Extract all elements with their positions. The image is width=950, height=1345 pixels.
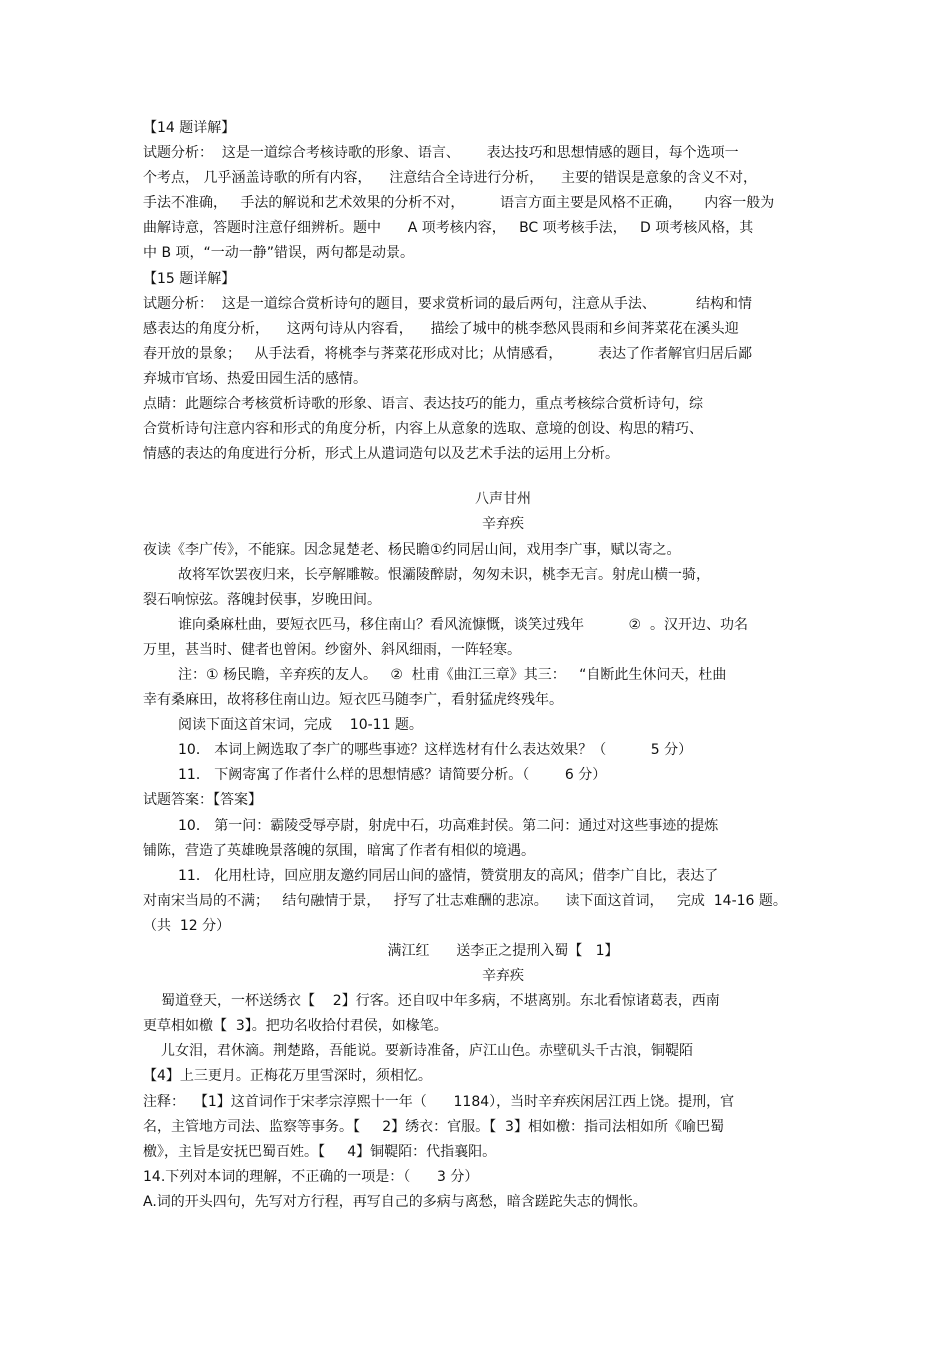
note-line: 幸有桑麻田，故将移住南山边。短衣匹马随李广，看射猛虎终残年。 bbox=[143, 692, 563, 709]
text-line: 弃城市官场、热爱田园生活的感情。 bbox=[143, 370, 367, 387]
document-page bbox=[143, 116, 823, 1215]
section-gap bbox=[143, 467, 823, 487]
note-line: 注释： 【1】这首词作于宋孝宗淳熙十一年（ 1184），当时辛弃疾闲居江西上饶。提刑，官 bbox=[143, 1093, 735, 1110]
poem-line: 儿女泪，君休滴。荆楚路，吾能说。要新诗准备，庐江山色。赤壁矶头千古浪，铜鞮陌 bbox=[161, 1043, 693, 1060]
text-line: 春开放的景象； 从手法看，将桃李与荠菜花形成对比；从情感看， 表达了作者解官归居后鄙 bbox=[143, 345, 752, 362]
poem-line: 谁向桑麻杜曲，要短衣匹马，移住南山？看风流慷慨，谈笑过残年 ② 。汉开边、功名 bbox=[178, 616, 748, 633]
poem-line: 更草相如檄【 3】。把功名收拾付君侯，如椽笔。 bbox=[143, 1018, 448, 1035]
text-line: 【14 题详解】 bbox=[143, 120, 236, 136]
poem-line: 蜀道登天，一杯送绣衣【 2】行客。还自叹中年多病，不堪离别。东北看惊诸葛表，西南 bbox=[161, 993, 720, 1010]
poem-line: 故将军饮罢夜归来，长亭解雕鞍。恨灞陵醉尉，匆匆未识，桃李无言。射虎山横一骑， bbox=[178, 566, 710, 583]
note-line: 注：① 杨民瞻，辛弃疾的友人。 ② 杜甫《曲江三章》其三： “自断此生休问天，杜曲 bbox=[178, 666, 727, 683]
poem-line: 裂石响惊弦。落魄封侯事，岁晚田间。 bbox=[143, 591, 381, 608]
poem-title: 八声甘州 bbox=[475, 491, 531, 508]
note-line: 檄》，主旨是安抚巴蜀百姓。【 4】铜鞮陌：代指襄阳。 bbox=[143, 1143, 497, 1160]
text-line: 【15 题详解】 bbox=[143, 270, 236, 287]
text-line: 曲解诗意，答题时注意仔细辨析。题中 A 项考核内容， BC 项考核手法， D 项考核风格，其 bbox=[143, 220, 754, 237]
question-line: 14.下列对本词的理解，不正确的一项是：（ 3 分） bbox=[143, 1168, 479, 1185]
note-line: 名，主管地方司法、监察等事务。【 2】绣衣：官服。【 3】相如檄：指司法相如所《喻巴蜀 bbox=[143, 1118, 724, 1135]
score-line: （共 12 分） bbox=[143, 917, 231, 934]
text-line: 个考点， 几乎涵盖诗歌的所有内容， 注意结合全诗进行分析， 主要的错误是意象的含义不对， bbox=[143, 170, 758, 187]
answer-line: 10． 第一问：霸陵受辱亭尉，射虎中石，功高难封侯。第二问：通过对这些事迹的提炼 bbox=[178, 817, 719, 834]
answer-line: 对南宋当局的不满； 结句融情于景， 抒写了壮志难酬的悲凉。 读下面这首词， 完成 14-16 题。 bbox=[143, 892, 787, 909]
answer-heading: 试题答案：【答案】 bbox=[143, 792, 262, 809]
text-line: 手法不准确， 手法的解说和艺术效果的分析不对， 语言方面主要是风格不正确， 内容一般为 bbox=[143, 195, 775, 212]
poem-line: 【4】上三更月。正梅花万里雪深时，须相忆。 bbox=[143, 1068, 432, 1085]
answer-line: 铺陈，营造了英雄晚景落魄的氛围，暗寓了作者有相似的境遇。 bbox=[143, 842, 535, 859]
question-line: 10． 本词上阙选取了李广的哪些事迹？这样选材有什么表达效果？（ 5 分） bbox=[178, 742, 693, 759]
option-line: A.词的开头四句，先写对方行程，再写自己的多病与离愁，暗含蹉跎失志的惆怅。 bbox=[143, 1193, 647, 1210]
text-line: 合赏析诗句注意内容和形式的角度分析，内容上从意象的选取、意境的创设、构思的精巧、 bbox=[143, 421, 703, 438]
text-line: 情感的表达的角度进行分析，形式上从遣词造句以及艺术手法的运用上分析。 bbox=[143, 446, 619, 463]
poem-author: 辛弃疾 bbox=[482, 516, 524, 533]
text-line: 中 B 项，“一动一静”错误，两句都是动景。 bbox=[143, 245, 415, 262]
poem-line: 万里，甚当时、健者也曾闲。纱窗外、斜风细雨，一阵轻寒。 bbox=[143, 641, 521, 658]
poem-title: 满江红 送李正之提刑入蜀【 1】 bbox=[387, 943, 619, 959]
instruction-line: 阅读下面这首宋词，完成 10-11 题。 bbox=[178, 717, 423, 734]
question-line: 11． 下阙寄寓了作者什么样的思想情感？请简要分析。（ 6 分） bbox=[178, 767, 607, 784]
poem-author: 辛弃疾 bbox=[482, 968, 524, 985]
text-line: 试题分析： 这是一道综合考核诗歌的形象、语言、 表达技巧和思想情感的题目，每个选项一 bbox=[143, 145, 739, 162]
answer-line: 11． 化用杜诗，回应朋友邀约同居山间的盛情，赞赏朋友的高风；借李广自比，表达了 bbox=[178, 867, 719, 884]
text-line: 试题分析： 这是一道综合赏析诗句的题目，要求赏析词的最后两句，注意从手法、 结构和情 bbox=[143, 295, 752, 312]
poem-preface: 夜读《李广传》，不能寐。因念晁楚老、杨民瞻①约同居山间，戏用李广事，赋以寄之。 bbox=[143, 541, 681, 558]
text-line: 点睛：此题综合考核赏析诗歌的形象、语言、表达技巧的能力，重点考核综合赏析诗句，综 bbox=[143, 396, 703, 413]
text-line: 感表达的角度分析， 这两句诗从内容看， 描绘了城中的桃李愁风畏雨和乡间荠菜花在溪头迎 bbox=[143, 320, 739, 337]
